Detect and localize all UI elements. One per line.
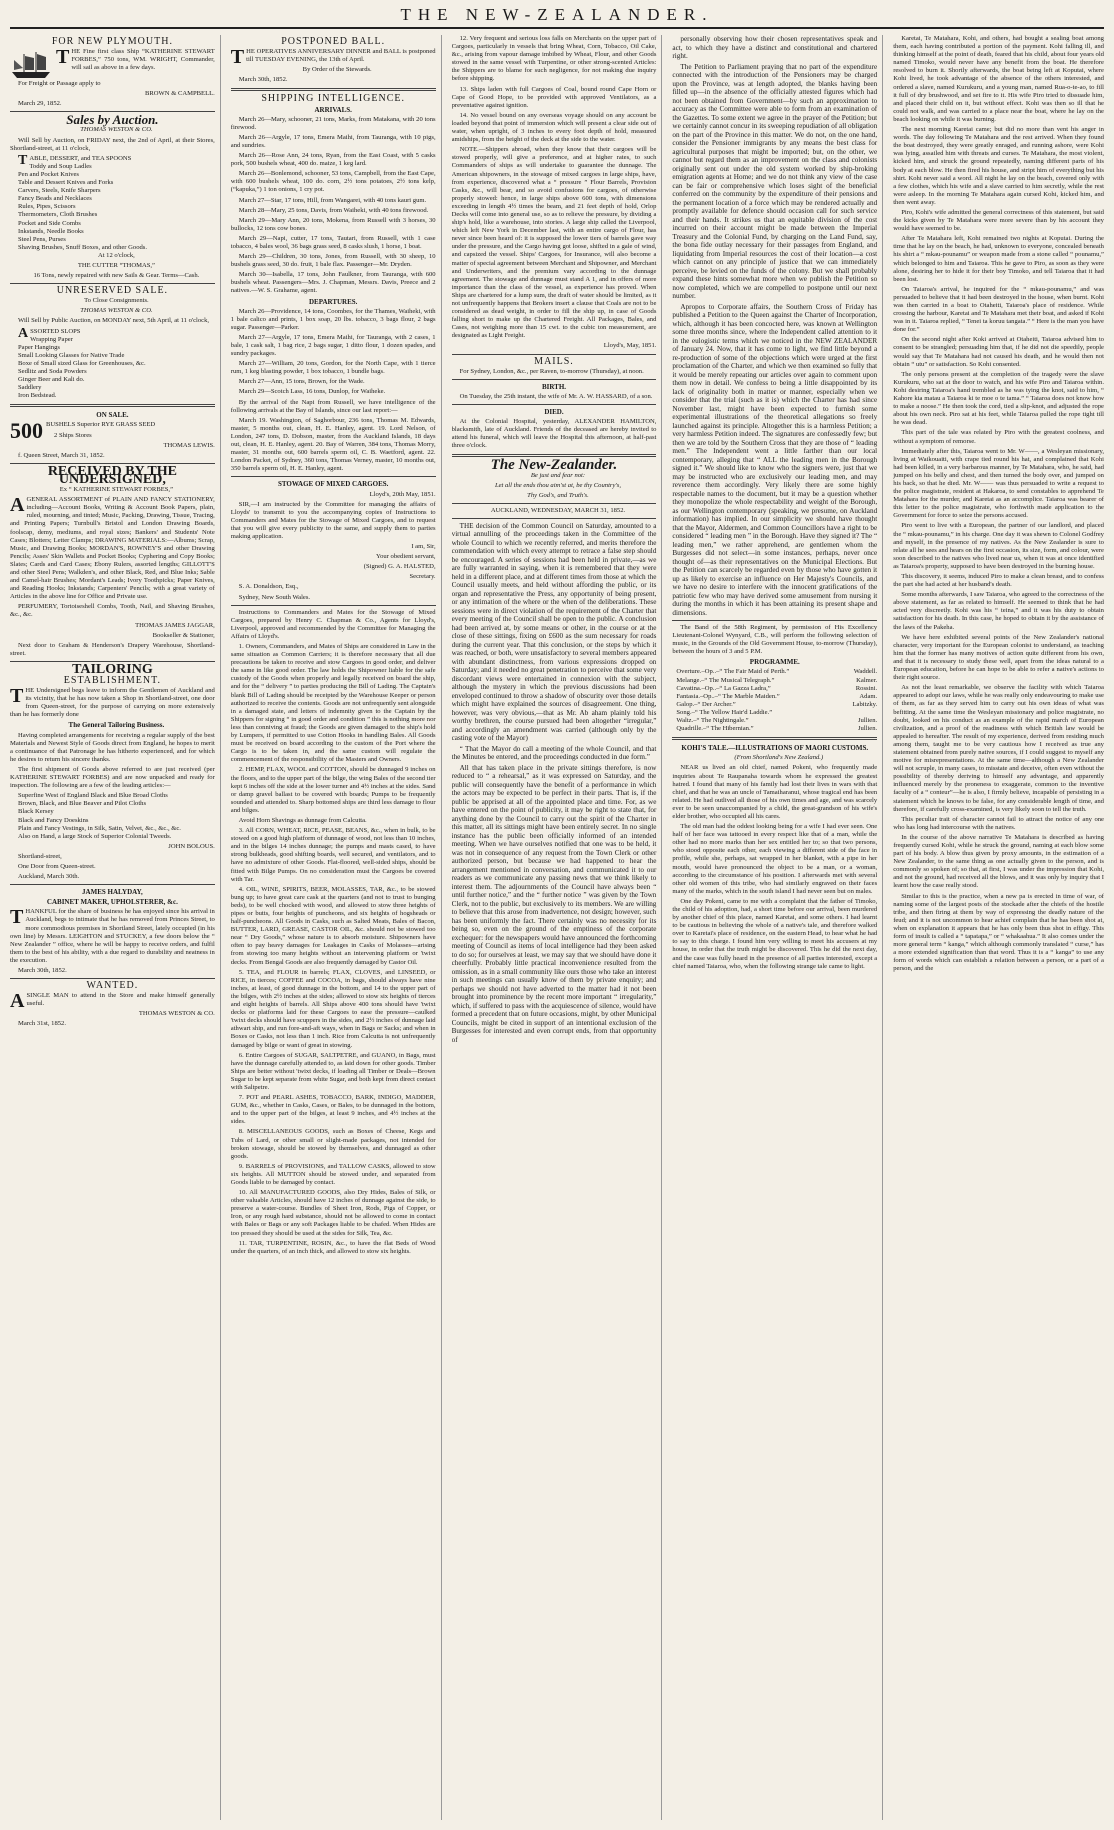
arrival-entry: March 29—Mary Ann, 20 tons, Mokena, from Russell with 3 horses, 30 bullocks, 12 tons cow bones. xyxy=(230,216,436,232)
list-item: Pen and Pocket Knives xyxy=(18,170,79,178)
list-item: Rules, Pipes, Scissors xyxy=(18,203,76,211)
divider xyxy=(10,283,215,284)
instruction-paragraph: Avoid Horn Shavings as dunnage from Calcutta. xyxy=(238,816,367,824)
section-heading: STOWAGE OF MIXED CARGOES. xyxy=(277,480,389,489)
letter-signature: I am, Sir, xyxy=(411,543,436,551)
story-paragraph: Similar to this is the practice, when a new pa is erected in time of war, of naming some of the largest posts of the stockade after the chiefs of the hostile tribe, and then firing at them by way of expressing the deadly nature of the feud; and it is not uncommon to hear achief complain that he has been shot at, when on explanation it appears that he has only been thus shot in effigy. This form of insult is called a “ tapatapa,” or “ whakaahua.” It also comes under the more general term “ kanga,” which although commonly translated “ curse,” has a more extended signification than that word. Thus it is a “ kanga” to use any form of words which can establish a relation between a person, or a part of a person, and the xyxy=(893,892,1104,973)
ad-address: One Door from Queen-street. xyxy=(18,862,96,870)
ad-date: March 30th, 1852. xyxy=(18,967,67,974)
drop-cap: T xyxy=(56,46,70,69)
ship-icon xyxy=(10,50,52,80)
arrival-entry: March 28—Mary, 25 tons, Davis, from Waiheki, with 40 tons firewood. xyxy=(238,206,429,214)
list-item: Paper Hangings xyxy=(18,343,60,351)
ad-body: GENERAL ASSORTMENT of PLAIN AND FANCY STATIONERY, including—Account Books, Writing & Account Book Papers, plain, ruled, mourning, and tinted; Music, Packing, Drawing, Tissue, Tracing, and Printing Papers; Turnbull's Bristol and London Drawing Boards, foolscap, demy, mediums, and royal sizes; Bankers' and Students' Note Cases; Blotters; Letter Clamps; DRAWING MATERIALS:—Albums; Scrap, Music, and Drawing Books; MORDAN'S, ROWNEY'S and other Drawing Pencils; Asses' Skin Wallets and Pocket Books; Cyphering and Copy Books; Slates; Cards and Card Cases; Ebony Rulers, assorted lengths; GILLOTT'S and other Steel Pens; Walkden's, and other Black, Red, and Blue Inks; Sable and Camel-hair Brushes; Mordant's Leads; Ivory Toothpicks; Paper Knives, and Reading Hooks; Inkstands; Carpenters' Pencils; with a great variety of Articles in the above line for Office and Private use. xyxy=(10,496,215,601)
list-item: Plain and Fancy Vestings, in Silk, Satin, Velvet, &c., &c., &c. xyxy=(18,824,181,832)
story-paragraph: The only persons present at the completion of the tragedy were the slave Kurukuru, who sat at the door to watch, and his wife Piro and Taiaroa within. Kohi desiring Taiaroa's hand trembled as he was tying the knot, said to him, “ Kahore kia matau a Taiaroa ki te moe o te tama.” “ Taiaroa does not know how to make a noose.” He then took the cord, tied a slip-knot, and adjusted the rope about his own neck. Piro sat at his feet, while Taiaroa pulled the rope tight till he was dead. xyxy=(893,370,1104,427)
divider xyxy=(672,737,877,740)
ad-body: HANKFUL for the share of business he has enjoyed since his arrival in Auckland, begs to intimate that he has removed from Princes Street, to more commodious premises in Shortland Street, lately occupied (in his own line) by Messrs. LEIGHTON and STUCKEY, a few doors below the “ New Zealander ” office, where he will be happy to receive orders, and fulfil them to the best of his ability, with a due regard to durability and neatness in the execution. xyxy=(10,908,215,964)
instruction-paragraph: 2. HEMP, FLAX, WOOL and COTTON, should be dunnaged 9 inches on the floors, and to the upper part of the bilge, the wing Bales of the second tier kept 6 inches off the side at the lower turner and 4½ inches at the sides. Sand or damp gravel ballast to be covered with boards; Pumps to be frequently sounded and attended to. Sharp bottomed ships are third less damage to flour and bilges. xyxy=(230,766,436,814)
sub-heading: To Close Consignments. xyxy=(84,297,149,305)
ad-signature: THOMAS WESTON & CO. xyxy=(138,1010,215,1018)
list-item: Toddy and Soup Ladles xyxy=(29,162,92,170)
ad-signature: BROWN & CAMPBELL. xyxy=(145,90,215,98)
cutter-name: THE CUTTER “THOMAS,” xyxy=(77,261,155,269)
letter-address: Sydney, New South Wales. xyxy=(238,593,311,601)
section-heading: POSTPONED BALL. xyxy=(281,36,386,47)
divider xyxy=(231,88,436,91)
departure-entry: March 27—William, 20 tons, Gordon, for the North Cape, with 1 tierce rum, 1 keg blasting powder, 1 box tobacco, 1 bundle bags. xyxy=(230,360,436,376)
drop-cap: A xyxy=(10,494,25,517)
ad-body: HE Fine first class Ship “KATHERINE STEWART FORBES,” 750 tons, WM. WRIGHT, Commander, will sail as above in a few days. xyxy=(71,48,215,72)
auction-items xyxy=(10,152,215,252)
list-item: Iron Bedstead. xyxy=(18,392,57,400)
sub-heading: The General Tailoring Business. xyxy=(68,721,165,730)
departure-entry: March 27—Argyle, 17 tons, Emera Maihi, for Tauranga, with 2 cases, 1 bale, 1 cask salt, 1 bag rice, 2 bags sugar, 1 ditto flour, 1 dozen spades, and sundry packages. xyxy=(230,333,436,358)
drop-cap: T xyxy=(230,46,245,69)
sub-heading: ARRIVALS. xyxy=(314,105,352,114)
divider xyxy=(10,884,215,885)
story-paragraph: We have here exhibited several points of the New Zealander's national character, very important for the European colonist to understand, as teaching him that the former has many motives of action quite different from his own, and that it is necessary to study these well, apart from the ideas natural to a European education, before he can hope to be able to refer a native's actions to their right source. xyxy=(893,633,1104,682)
column-5 xyxy=(893,35,1104,1820)
list-item: Cavatina.–Op..–“ La Gazza Ladra,” Rossini. xyxy=(676,684,878,692)
cloth-items xyxy=(10,792,215,832)
section-heading: CABINET MAKER, UPHOLSTERER, &c. xyxy=(46,898,178,907)
instruction-paragraph: Instructions to Commanders and Mates for the Stowage of Mixed Cargoes, prepared by Henry C. Chapman & Co., Agents for Lloyd's, Liverpool, approved and recommended by the Committee for Managing the Affairs of Lloyd's. xyxy=(230,608,436,640)
columns xyxy=(10,35,1104,1820)
letter-paragraph: SIR,—I am instructed by the Committee for managing the affairs of Lloyds' to transmit to you the accompanying copies of Instructions to Commanders and Mates for the Stowage of Mixed Cargoes, and to request that you will give every publicity to the same, and supply them to parties making application. xyxy=(230,500,436,540)
instruction-paragraph: NOTE.—Shippers abroad, when they know that their cargoes will be stowed properly, will give a preference, and at higher rates, to such Commanders of ships as will undertake to guarantee the dunnage. The American shipowners, in the stowage of mixed cargoes in large ships, have, from experience, discovered what a “ pressure ” Flour Barrels, Provision Casks, &c., will bear, and so avoid confusions for cargoes, of otherwise properly stowed: hence, in large ships above 600 tons, with dimensions exceeding in length 4½ times the beam, and 21 feet depth of hold, Orlop Decks will come into general use, so as to relieve the pressure, by dividing a ship's hold, like a warehouse, into stories. A large ship called the Liverpool, which left New York in December last, with an entire cargo of Flour, has never since been heard of: it is supposed the lower tiers of barrels gave way under the pressure, and the Cargo having got loose, shifted in a gale of wind, and capsized the vessel. Ships' Cargoes, for Insurance, will also become a matter of special agreement between Merchant and Shipowner, and Merchant and Underwriters, and the premium vary according to the dunnage agreement. The stowage and dunnage must stand A 1, and in offers of more importance than the class of the vessel, as experience has proved. When Ships are chartered for a lump sum, the draft of water should be limited, as it not unfrequently happens that Brokers insert a clause that Coals are not to be considered as dead weight, in order to fill the ship up, in case of Goods falling short to make up the Chartered Freight. All Packages, Bales, and Cases, not weighing more than 15 cwt. to the cubic ton measurement, are designated as Light Freight. xyxy=(451,146,657,340)
list-item: Inkstands, Needle Books xyxy=(18,227,84,235)
divider xyxy=(452,379,657,380)
section-heading: MAILS. xyxy=(534,355,574,367)
ad-signature: By Order of the Stewards. xyxy=(302,66,372,74)
notice-paragraph: For Sydney, London, &c., per Raven, to-morrow (Thursday), at noon. xyxy=(459,367,644,375)
ad-body: HE OPERATIVES ANNIVERSARY DINNER and BALL is postponed till TUESDAY EVENING, the 13th of April. xyxy=(246,48,436,64)
story-paragraph: The next morning Karetai came; but did no more than vent his anger in words. The day following Te Matahara and the rest arrived. When they found the boat destroyed, they were greatly enraged, and running ashore, were Kohi was lying, assailed him with threats and curses. Te Matahara, the most violent, kicked him, and struck the ground repeatedly, naming different parts of his body at each blow. He then fired his house, and stript him of everything but his shirt. Kohi never said a word. All night he lay on the beach, covered only with a few clothes, which his wife and a slave carried to him secretly, while the rest were asleep. In the morning Te Matahara again cursed Kohi, kicked him, and then went away. xyxy=(893,126,1104,206)
editorial-quote: “ That the Mayor do call a meeting of the whole Council, and that the Minutes be entered, and the proceedings conducted in due form.” xyxy=(451,744,657,762)
drop-cap: T xyxy=(10,906,24,929)
arrival-entry: March 30—Isabella, 17 tons, John Faulkner, from Tauranga, with 600 bushels wheat. Passengers—Mrs. J. Chapman, Messrs. Davis, Preece and 2 natives.—W. S. Grahame, agent. xyxy=(230,271,436,295)
news-paragraph: March 19. Washington, of Saghorbour, 236 tons, Thomas M. Edwards, master, 5 months out, clean, H. E. Hanley, agent. 19. Lord Nelson, of London, 247 tons, D. Dobson, master, from the Auckland Islands, 18 days out, clean, H. E. Hanley, agent. 20. Bay of Warren, 384 tons, Thomas Morry, master, 31 months out, 600 barrels sperm oil, C. B. Waetford, agent. 22. London Packet, of Sydney, 360 tons, Thomas Verney, master, 10 months out, 350 barrels sperm oil, H. E. Hanley, agent. xyxy=(230,416,436,473)
auctioneer-name: THOMAS WESTON & CO. xyxy=(80,307,153,315)
motto-line: Be just and fear not: xyxy=(530,471,586,479)
divider xyxy=(452,503,657,504)
story-paragraph: This discovery, it seems, induced Piro to make a clean breast, and to confess the part she had acted at her husband's death. xyxy=(893,573,1104,589)
column-1 xyxy=(10,35,221,1820)
list-item: Overture.–Op..–“ The Fair Maid of Perth.” Waddell. xyxy=(676,668,878,676)
story-paragraph: Piro went to live with a European, the partner of our landlord, and placed the “ mkau-pounamu,” in his charge. One day it was shewn to Colonel Godfrey and myself, in the presence of my natives. As the New Zealander is sure to relate all he sees and hears on the first occasion, its size, form, and colour, were soon described to the natives who lived near us, when it was at once identified as Taiaroa's property, supposed to have been destroyed in the burning house. xyxy=(893,522,1104,570)
list-item: Quadrille.–“ The Hibernian.” Jullien. xyxy=(676,725,878,733)
letter-signature: Secretary. xyxy=(409,573,436,581)
departure-entry: March 27—Ann, 15 tons, Brown, for the Wade. xyxy=(238,378,365,386)
divider xyxy=(452,518,657,519)
ad-signature: THOMAS LEWIS. xyxy=(163,441,215,449)
editorial-paragraph: personally observing how their chosen representatives speak and act, to which they have a distinct and constitutional and chartered right. xyxy=(672,35,878,60)
masthead: THE NEW-ZEALANDER. xyxy=(400,5,714,24)
divider xyxy=(452,354,657,355)
story-paragraph: Immediately after this, Taiaroa went to Mr. W——, a Wesleyan missionary, living at Waikouaiti, with crape tied round his hat, and complained that Kohi had been killed, in a very barbarous manner, by Te Matahara, who, he said, had jumped on his belly and chest, and then turned the body over, and jumped on his back, so that he died. Mr. W—— was thus persuaded to write a request to the police magistrate, resident at Hakaroa, to send constables to apprehend Te Matahara for the murder, and Karetai as an accomplice. Taiaroa was bearer of this letter to the police magistrate, who forthwith made application to the Government for force to seize the persons accused. xyxy=(893,447,1104,520)
ad-line: PERFUMERY, Tortoiseshell Combs, Tooth, Nail, and Shaving Brushes, &c., &c. xyxy=(10,603,215,619)
list-item: Brown, Black, and Blue Beaver and Pilot Cloths xyxy=(18,800,147,808)
arrival-entry: March 26—Bonlemond, schooner, 53 tons, Campbell, from the East Cape, with 600 bushels wheat, 100 do. corn, 2½ tons potatoes, 2½ tons kelp, (“kapuka,”) 1 ton onions, 1 cry pot. xyxy=(230,170,436,194)
divider xyxy=(672,620,877,621)
section-heading: RECEIVED BY THE UNDERSIGNED, xyxy=(47,463,177,487)
story-paragraph: Karetai, Te Matahara, Kohi, and others, had bought a sealing boat among them, each having contributed a portion of the payment. Kohi falling ill, and thinking himself at the point of death, feared that his child, about four years old named Timoko, would never have any benefit from the boat. He therefore resolved to burn it. Shortly afterwards, the boat being left at Koputai, where Kohi lived, he took advantage of the absence of the others interested, and ordered a slave, named Kurukuru, and a young man, named Rua-o-te-ao, to fill it full of dry brushwood, and set fire to it. His wife Piro tried to dissuade him, and placed their child on it, but without effect. Kohi was then so ill that he could not walk, and was carried to a place near the boat, where he lay on the beach looking on while it was burning. xyxy=(893,35,1104,123)
section-heading: TAILORING xyxy=(72,661,153,677)
list-item: Steel Pens, Purses xyxy=(18,235,66,243)
divider xyxy=(10,978,215,979)
list-item: Pocket and Side Combs xyxy=(18,219,81,227)
band-notice: The Band of the 58th Regiment, by permission of His Excellency Lieutenant-Colonel Wynyard, C.B., will perform the following selection of music, in the Grounds of the Old Government House, to-morrow (Thursday), between the hours of 3 and 5 P.M. xyxy=(672,624,878,656)
list-item: Ginger Beer and Kali do. xyxy=(18,376,85,384)
arrival-entry: March 29—Children, 30 tons, Jones, from Russell, with 30 sheep, 10 bushels grass seed, 30 do. fruit, 1 bale flax. Passenger—Mr. Dryden. xyxy=(230,253,436,269)
story-paragraph: This part of the tale was related by Piro with the greatest coolness, and without a symptom of remorse. xyxy=(893,429,1104,445)
ad-date: March 30th, 1852. xyxy=(238,76,288,84)
column-4 xyxy=(672,35,883,1820)
ad-body: HE Undersigned begs leave to inform the Gentlemen of Auckland and its vicinity, that he has now taken a Shop in Shortland-street, one door from Queen-street, for the purpose of carrying on more extensively than he has formerly done xyxy=(10,687,215,719)
instruction-paragraph: 6. Entire Cargoes of SUGAR, SALTPETRE, and GUANO, in Bags, must have the dunnage carefully attended to, as laid down for other goods. Timber Ships are better without 'twixt decks, if loading all Timber or Deals—Brown Sugar to be kept separate from white Sugar, and both kept from direct contact with Saltpetre. xyxy=(230,1051,436,1091)
story-paragraph: On Taiaroa's arrival, he inquired for the “ mkau-pounamu,” and was persuaded to believe that it had been destroyed in the house, when burnt. Kohi was then carried in a boat to Otaheiti, Taiaroa's place of residence. While crossing the harbour, Karetai and Te Matahara met their boat, and asked if Kohi was in it. Taiaroa replied, “ Tenei ta koruu tangata.” “ Here is the man you have done for.” xyxy=(893,285,1104,334)
source-credit: (From Shortland's New Zealand.) xyxy=(734,754,824,762)
list-item: Fantasia.–Op..–“ The Marble Maiden.” Adam. xyxy=(676,692,878,700)
arrival-entry: March 26—Rose Ann, 24 tons, Ryan, from the East Coast, with 5 casks pork, 500 bushels wheat, 400 do. maize, 1 keg lard. xyxy=(230,152,436,168)
paper-title: The New-Zealander. xyxy=(490,457,618,474)
arrival-entry: March 29—Napi, cutter, 17 tons, Tautari, from Russell, with 1 case tobacco, 4 bales wool, 36 bags grass seed, 8 casks slush, 1 horse, 1 boat. xyxy=(230,234,436,250)
list-item: Galop.–“ Der Archer.” Labitzky. xyxy=(676,700,878,708)
auction-items xyxy=(10,325,215,401)
list-item: TABLE, DESSERT, and TEA SPOONS xyxy=(18,152,132,168)
editorial-paragraph: The Petition to Parliament praying that no part of the expenditure connected with the introduction of the Pensioners may be charged upon the Province, was at length adopted, the blanks having been filled up—in the absence of the officially attested figures which had not been obtained from Government—by such an approximation to accuracy as the Committee were able to form from an examination of the Gazettes. To some extent we agree in the prayer of the Petition; but we certainly cannot concur in its sweeping repudiation of all obligation on the part of the Province in this matter. We do not, on the one hand, consider the Pensioner immigrants by any means the best class for agricultural purposes that might be imported; but, on the other, we cannot but regard them as an improvement on the class and colonists originally sent out under the old system worked by ship-broking emigration agents at Home; and we do not think any view of the case can be fair or comprehensive which loses sight of the beneficial conferred on the community by the expenditure of their pensions and the permanent location of a force which may be rendered actually and promptly available for defence should occasion call for such service and their hands. It strikes us that an equitable division of the cost incurred on their account might be made between the Imperial Treasury and the Colonial Fund, by charging on the Land Fund, say, the bona fide outlay necessary for their passages from England, and liquidating from Imperial resources the cost of their location—a cost which cannot on any principle of justice that we can immediately perceive, be levied on the funds of the colony. But we shall probably expand these hints somewhat more when we publish the Petition so now completed, which we are compelled to postpone until our next number. xyxy=(672,62,878,300)
ad-address: Shortland-street, xyxy=(18,852,62,860)
divider xyxy=(231,605,436,606)
list-item: Table and Dessert Knives and Forks xyxy=(18,179,114,187)
ad-address: Next door to Graham & Henderson's Drapery Warehouse, Shortland-street. xyxy=(10,641,215,657)
list-item: Black and Fancy Doeskins xyxy=(18,816,89,824)
section-heading: JAMES HALYDAY, xyxy=(82,888,143,897)
arrival-entry: March 27—Star, 17 tons, Hill, from Wangarei, with 40 tons kauri gum. xyxy=(238,196,427,204)
instruction-paragraph: 14. No vessel bound on any overseas voyage should on any account be loaded beyond that point of immersion which will present a clear side out of water, when upright, of 3 inches to every foot depth of hold, measured amidships, from the height of the deck at the side to the water. xyxy=(451,111,657,144)
column-3 xyxy=(452,35,663,1820)
drop-cap: T xyxy=(10,685,24,708)
story-paragraph: The old man had the oddest looking being for a wife I had ever seen. One half of her face was tattooed in every respect like that of a man, while the other had no more marks than her sex entitled her to; so that two persons, who stood opposite each other, each viewing a different side of the face in profile, while she, perhaps, sat wrapped in her blanket, with a pipe in her mouth, would have pronounced the object to be a man, or a woman, according to the circumstance of his position. I afterwards met with several other old women of this tribe, who had similarly engraved on their faces many of the marks, which in the south island I had never seen but on males. xyxy=(672,823,878,895)
ad-date: Auckland, March 30th. xyxy=(18,873,80,881)
section-heading: KOHI'S TALE.—ILLUSTRATIONS OF MAORI CUSTOMS. xyxy=(681,744,869,753)
list-item: Boxe of Small sized Glass for Greenhouses, &c. xyxy=(18,359,146,367)
drop-cap: A xyxy=(10,990,25,1013)
masthead-rule xyxy=(10,27,1104,29)
ad-date: March 29, 1852. xyxy=(18,100,62,108)
ad-line: For Freight or Passage apply to xyxy=(18,80,101,88)
editorial-paragraph: THE decision of the Common Council on Saturday, amounted to a virtual annulling of the proceedings taken in the Committee of the whole Council to which we recently referred, and merits therefore the commendation with which every attempt to retrace a false step should be encouraged. A series of sessions had been held in private,—as we are fully warranted in saying, when it is remembered that they were held in a different place, and at different times from those at which the Council usually meets, and held without affording the public, or its organ and representative the Press, any opportunity of being present, or any intimation of the where or the when of the deliberations. These sessions were in direct violation of the requirement of the Charter that every meeting of the Council shall be open to the public. A conclusion had been arrived at, by some means or other, in the course or at the close of these sittings, fixing on £600 as the sum necessary for roads during the current year. That this conclusion, or the steps by which it was reached, or both, were unsatisfactory to several members appeared with abundant distinctness, from various expressions dropped on Saturday; and it needed no great penetration to perceive that some very discordant views were entertained in connexion with the subject, although the mystery in which the previous discussions had been enveloped continued to throw a shadow of obscurity over those details which might have explained the sources of disagreement. One thing, however, was very obvious,—that as Mr. Ab aham plainly told his worthy brethren, the course pursued had been altogether “irregular,” and accordingly an amendment was carried (although only by the casting vote of the Mayor) xyxy=(451,521,657,743)
section-heading: ON SALE. xyxy=(96,411,129,420)
section-heading: SHIPPING INTELLIGENCE. xyxy=(261,93,406,105)
auction-intro: Will Sell by Public Auction, on MONDAY next, 5th April, at 11 o'clock, xyxy=(18,317,210,325)
letter-signature: Lloyd's, May, 1851. xyxy=(603,342,657,350)
ad-date: f. Queen Street, March 31, 1852. xyxy=(18,451,105,459)
motto-line: Thy God's, and Truth's. xyxy=(527,491,589,499)
list-item: Fancy Beads and Necklaces xyxy=(18,195,92,203)
list-item: ASSORTED SLOPS xyxy=(18,325,81,341)
list-item: Melange.–“ The Musical Telegraph.” Kalmer. xyxy=(676,676,878,684)
sub-heading: Ex “ KATHERINE STEWART FORBES,” xyxy=(59,486,173,494)
story-paragraph: NEAR us lived an old chief, named Pokeni, who frequently made inquiries about Te Raupanaha towards whom he expressed the greatest hatred. I found that many of his family had lost their lives in wars with that chief, and that he was an uncle of Tamaiharanui, whose tragical end has been related. He had outlived all those of his own times and age, and was scarcely ever to be seen unaccompanied by a child, the great-grandson of his wife's elder brother, who occupied all his cares. xyxy=(672,764,878,820)
section-heading: PROGRAMME. xyxy=(749,658,800,667)
auction-time: At 12 o'clock, xyxy=(97,251,135,259)
ad-paragraph: Having completed arrangements for receiving a regular supply of the best Materials and Newest Style of Goods direct from England, he hopes to merit a continuance of that Patronage he has hitherto experienced, and for which he desires to return his sincere thanks. xyxy=(10,731,215,763)
ad-signature: Bookseller & Stationer, xyxy=(152,631,215,639)
sale-line: 2 Ships Stores xyxy=(54,431,92,439)
list-item: Black Kersey xyxy=(18,808,54,816)
dateline: AUCKLAND, WEDNESDAY, MARCH 31, 1852. xyxy=(490,506,626,514)
arrival-entry: March 26—Mary, schooner, 21 tons, Marks, from Matakana, with 20 tons firewood. xyxy=(230,115,436,131)
instruction-paragraph: 4. OIL, WINE, SPIRITS, BEER, MOLASSES, TAR, &c., to be stowed bung up; to have great care cask at the quarters (and not to trust to bunging beds), to be well chocked with wood, and allowed to stow three heights of pipes or butts, four heights of puncheons, and six heights of hogsheads or half-puncheons. All Goods in Casks, such as Salted Meats, Bales of Bacon, BUTTER, LARD, GREASE, CASTOR OIL, &c. should not be stowed too near “ Dry Goods,” whose nature is to absorb moisture. Shipowners have often to pay heavy damages for Leakages in Casks of Molasses—arising from stowing too many heights without an intervening platform or 'twixt decks. From Bengal Goods are also frequently damaged by Castor Oil. xyxy=(230,885,436,966)
instruction-paragraph: 12. Very frequent and serious loss falls on Merchants on the upper part of Cargoes, particularly in vessels that bring Wheat, Corn, Tobacco, Oil Cake, &c., arising from vapour damage imbibed by Wheat, Flour, and other Goods stowed in the same vessel with Turpentine, or other strong-scented Articles: the Shippers are to blame for such negligence, for not making due inquiry before shipping. xyxy=(451,35,657,83)
story-paragraph: In the course of the above narrative Te Matahara is described as having frequently cursed Kohi, while he struck the ground, naming at each blow some part of his body. A blow thus given by proxy amounts, in the estimation of a New Zealander, to the same thing as one actually given to the person, and is commonly so spoken of; so that, at first, I was under the impression that Kohi, and not the ground, had received all the blows, and it was only by inquiry that I learnt how the case really stood. xyxy=(893,833,1104,890)
instruction-paragraph: 11. TAR, TURPENTINE, ROSIN, &c., to have the flat Beds of Wood under the quarters, of an inch thick, and allowed to stow six heights. xyxy=(230,1239,436,1255)
letter-place: Lloyd's, 20th May, 1851. xyxy=(369,490,436,498)
editorial-paragraph: All that has taken place in the private sittings therefore, is now reduced to “ a rehearsal,” as it was expressed on Saturday, and the public will consequently have the benefit of a performance in which the actors may be expected to be perfect in their parts. That is, if the public be apprised at all of the appointed place and time. For, as we have entered on the point of publicity, it may be right to state that, for anything done by the Council to carry out the spirit of the Charter in this matter, all its sittings might have been entirely secret. In no single instance has the public been officially informed of an intended meeting. When we have ourselves notified that one was to be held, it was not in consequence of any request from the Town Clerk or other authorized person, but because we had happened to hear the arrangement mentioned in conversation, and communicated it to our readers as we communicate any passing news that we think likely to interest them. The adjournments of the Council have always been “ until further notice,” and the “ further notice ” was given by the Town Clerk, not to the public, but exclusively to its members. We are willing to believe that this arose from inadvertence, not design; however, such has been uniformly the fact. There certainly was no necessity for its being so, even on the ground of the emptiness of the corporate exchequer: for the newspapers would have announced the forthcoming meeting of Council as items of local intelligence had they been asked to do so; for ourselves at least, we may say that we should have done it cheerfully. Probably little practical inconvenience resulted from the omission, as in a small community like ours those who take an interest in such meetings can usually know of them by private enquiry; and perhaps we should not have adverted to the matter had it not been brought into prominence by the recent more important “ irregularity,” which, if suffered to pass with the acquiescence of silence, would have formed a precedent that on future occasions, might, by other Municipal Councils, might be cited in support of an intentional exclusion of the Burgesses for interested and even corrupt ends, from that opportunity of xyxy=(451,763,657,1044)
instruction-paragraph: 1. Owners, Commanders, and Mates of Ships are considered in Law in the same situation as Common Carriers; it is therefore necessary that all due precautions be taken to receive and stow Cargoes in good order, and deliver the same in like good order. The law holds the Shipowner liable for the safe custody of the Goods when properly and legally received on board the ship, and for the “ delivery ” to parties producing the Bill of Lading. The Captain's blank Bill of Lading should be receipted by the Warehouse Keeper or person authorized to receive the contents. Goods are not unfrequently sent alongside in a damaged state, and letters of indemnity given to the Captain by the Shippers for signing “ in good order and condition ” this is nothing more nor less than conniving at fraud; the Goods are given damaged to the ship's hold by Lumpers, if permitted to use Cotton Hooks in handling Bales. All Goods must be received on board according to the custom of the Port where the Cargo is to be taken in, and the same custom will regulate the commencement of the responsibility of the Masters and Owners. xyxy=(230,643,436,764)
instruction-paragraph: 10. All MANUFACTURED GOODS, also Dry Hides, Bales of Silk, or other valuable Articles, should have 12 inches of dunnage against the side, to preserve a water-course. Bundles of Sheet Iron, Rods, Pigs of Copper, or Iron, or any rough hard substance, should not be allowed to come in contact with Bales or Bags or any soft Packages liable to be chafed. When Hides are too pressed they should be used at the sides for Silk, Tea, &c. xyxy=(230,1189,436,1237)
ad-signature: THOMAS JAMES JAGGAR, xyxy=(135,621,215,629)
auctioneer-name: THOMAS WESTON & CO. xyxy=(80,126,153,134)
list-item: Small Looking Glasses for Native Trade xyxy=(18,351,125,359)
ad-heading: FOR NEW PLYMOUTH. xyxy=(51,36,173,47)
ad-body: SINGLE MAN to attend in the Store and make himself generally useful. xyxy=(26,992,215,1008)
section-heading: ESTABLISHMENT. xyxy=(63,675,161,686)
story-paragraph: Piro, Kohi's wife admitted the general correctness of this statement, but said the kicks given by Te Matahara were more severe than by his account they would have seemed to be. xyxy=(893,208,1104,233)
story-paragraph: Some months afterwards, I saw Taiaroa, who agreed to the correctness of the above statement, as far as related to himself. He seemed to think that he had acted very discreetly. Kohi was his “ teina,” and it was his duty to obtain satisfaction for his death. In this case, he hoped to obtain it by the assistance of the laws of the Pakeha. xyxy=(893,591,1104,631)
editorial-paragraph: Apropos to Corporate affairs, the Southern Cross of Friday has published a Petition to the Queen against the Charter of Incorporation, which, although it has been concocted here, was known at Wellington some three months since, where the Independent called attention to it in the eulogistic terms which we noticed in the NEW ZEALANDER of January 24. Now, that it has come to light, we find little beyond a re-production of some of the objections which were urged at the first proclamation of the Charter, and which we then examined so fully that it would be merely repeating our articles over again to comment upon them now in detail. We confess to being a little disappointed by its lack of originality both in matter or manner, especially when we consider that the trial (such as it is) which the Charter has had since November last, might have been expected to furnish some experimental illustrations of the theoretical allegations so freely launched against its principle. Altogether this is a harmless Petition; a very harmless Petition indeed. The signatures are confessedly few; but then we are told by the Southern Cross that they are those of “ leading men.” The Independent went a little farther than our local contemporary, alleging that “ ALL the leading men in the Borough signed it.” We should like to know who the signers were, just that we may be instructed who are exclusively our leading men, and may reverence them accordingly. Very likely there are some highly respectable names to the document, but it may be a question whether they monopolize the whole respectability and weight of the Borough, as our Wellington contemporary (speaking, we presume, on Auckland information) has implied. In our simplicity we should have thought that the Mayor, Aldermen, and Common Councillors have a right to be considered “ leading men ” in the Borough. Have they signed it? The “ leading men,” we rather apprehend, are gentlemen whom the Burgesses did not select—in some instances, perhaps, never once thought of—as their representatives on the Municipal Elections. But the Petition can scarcely be regarded even by those who have gotten it up as likely to exercise an influence on Her Majesty's Councils, and we have no desire to interfere with the innocent gratifications of the patriotic few who may have derived some amusement from nursing it during the months in which it has been attaining its present shape and dimensions. xyxy=(672,302,878,617)
list-item: Thermometers, Cloth Brushes xyxy=(18,211,98,219)
auction-intro: Will Sell by Auction, on FRIDAY next, the 2nd of April, at their Stores, Shortland-street, at 11 o'clock, xyxy=(10,136,215,152)
list-item: Superfine West of England Black and Blue Broad Cloths xyxy=(18,792,168,800)
letter-signature: (Signed) G. A. HALSTED, xyxy=(363,563,436,571)
departure-entry: March 26—Providence, 14 tons, Coombes, for the Thames, Waiheki, with 1 bale calico and prints, 1 box soap, 20 lbs. tobacco, 3 bags flour, 2 bags sugar. Passenger—Parker. xyxy=(230,307,436,331)
departure-entry: March 29—Scotch Lass, 16 tons, Dunlop, for Waiheke. xyxy=(238,388,386,396)
story-paragraph: As not the least remarkable, we observe the facility with which Taiaroa appeared to adopt our laws, while he was really only endeavouring to make use of them, as far as they served him to carry out his own ideas of what was befitting. At the same time the Wesleyan missionary and police magistrate, no doubt, looked on his conduct as an example of the rapid march of European civilization, and a proof of the readiness with which British law would be appealed to hereafter. The result of my experience, derived from residing much among them, taught me to be very cautious how I received as true any statement obtained from purely native sources, if I could suggest to myself any motive for misrepresentations. At the same time—although a New Zealander will not scruple, in many cases, to misstate and deceive, often even without the possibility of thereby deriving to himself any advantage, and apparently influenced merely by the proneness to exaggerate, common to the inventive faculty of a “ conteur”—he is also, I firmly believe, incapable of persisting in a statement which he knows to be false, for any considerable length of time, and therefore, if carefully cross-examined, is very likely soon to tell the truth. xyxy=(893,684,1104,813)
instruction-paragraph: 3. All CORN, WHEAT, RICE, PEASE, BEANS, &c., when in bulk, to be stowed on a good high platform of dunnage of wood, not less than 10 inches, and in the bilges 14 inches dunnage; the pumps and masts cased, to have strong bulkheads, good shifting boards, well secured, and ventilators, and to have no admixture of other Goods. Flat-floored, well-sided ships, should be fitted with Bilge Pumps. On no consideration must the Cargoes be covered with Tar. xyxy=(230,827,436,883)
news-paragraph: By the arrival of the Napi from Russell, we have intelligence of the following arrivals at the Bay of Islands, since our last report:— xyxy=(230,398,436,414)
ad-signature: JOHN BOLOUS. xyxy=(168,842,215,850)
section-heading: BIRTH. xyxy=(541,382,567,391)
list-item: Shaving Brushes, Snuff Boxes, and other Goods. xyxy=(18,243,147,251)
motto-line: Let all the ends thou aim'st at, be thy Country's, xyxy=(494,481,622,489)
divider xyxy=(452,404,657,405)
story-paragraph: On the second night after Koki arrived at Otaheiti, Taiaroa advised him to consent to be strangled; persuading him that, if he did not die speedily, people would say that Te Matahara had not caused his death, and he would then not obtain “ utu” or satisfaction. So Kohi consented. xyxy=(893,336,1104,368)
story-paragraph: One day Pokeni, came to me with a complaint that the father of Timoko, the child of his adoption, had, a short time before our arrival, been murdered by another chief of this place, named Karetai, and some others. I had learnt to be cautious in believing the whole of a native's tale, and therefore walked over to Karetai's place of residence, on the eastern Head, to hear what he had to say to this charge. I found him very willing to meet his accusers at my house, in order that the truth might be discovered. This he did the next day, and the case was fully heard in the presence of all parties interested, except a chief named Taiaroa, who, when the following strange tale came to light. xyxy=(672,897,878,970)
sub-heading: DEPARTURES. xyxy=(308,297,358,306)
quantity: 500 xyxy=(10,418,43,444)
arrival-entry: March 26—Argyle, 17 tons, Emera Maihi, from Tauranga, with 10 pigs, and sundries. xyxy=(230,133,436,149)
letter-signature: Your obedient servant, xyxy=(376,553,436,561)
notice-paragraph: At the Colonial Hospital, yesterday, ALEXANDER HAMILTON, blacksmith, late of Auckland. Friends of the deceased are hereby invited to attend his funeral, which will leave the Hospital this afternoon, at half-past three o'clock. xyxy=(451,418,657,450)
list-item: Wrapping Paper xyxy=(30,335,73,343)
ad-paragraph: The first shipment of Goods above referred to are just received (per KATHERINE STEWART FORBES) and are now unpacked and ready for inspection. The following are a few of the leading articles:— xyxy=(10,765,215,790)
instruction-paragraph: 5. TEA, and FLOUR in barrels; FLAX, CLOVES, and LINSEED, or RICE, in tierces; COFFEE and COCOA, in bags, should always have nine inches, at least, of good dunnage in the bottom, and 14 to the upper part of the bilges, with 2½ inches at the sides; allowed to stow six heights of tierces and eight heights of barrels. All Ships above 400 tons should have 'twixt decks or platforms laid for these Cargoes to ease the pressure—caulked 'twixt decks should have scuppers in the sides, and 2½ inches of dunnage laid athwart ship, and run fore-and-aft ways, when in Bags or Sacks; and when in Boxes or Casks, not less than 1 inch. Rice from Calcutta is not unfrequently damaged by bilge or want of great in stowing. xyxy=(230,968,436,1049)
list-item: Carvers, Steels, Knife Sharpers xyxy=(18,187,101,195)
notice-paragraph: On Tuesday, the 25th instant, the wife of Mr. A. W. HASSARD, of a son. xyxy=(459,392,653,400)
section-heading: WANTED. xyxy=(86,980,139,992)
divider xyxy=(10,404,215,407)
sale-line: BUSHELS Superior RYE GRASS SEED xyxy=(46,421,156,429)
ad-date: March 31st, 1852. xyxy=(18,1020,66,1028)
instruction-paragraph: 8. MISCELLANEOUS GOODS, such as Boxes of Cheese, Kegs and Tubs of Lard, or other small or slight-made packages, not intended for broken stowage, should be stowed by themselves, and dunnaged as other goods. xyxy=(230,1128,436,1160)
column-2 xyxy=(231,35,442,1820)
section-heading: Sales by Auction. xyxy=(66,112,159,128)
divider xyxy=(231,476,436,477)
cutter-line: 16 Tons, newly repaired with new Sails & Gear. Terms—Cash. xyxy=(33,272,200,280)
section-heading: UNRESERVED SALE. xyxy=(56,285,169,297)
story-paragraph: This peculiar trait of character cannot fail to attract the notice of any one who has long had intercourse with the natives. xyxy=(893,815,1104,831)
programme-list xyxy=(672,668,877,733)
instruction-paragraph: 9. BARRELS of PROVISIONS, and TALLOW CASKS, allowed to stow six heights. All MUTTON should be stowed under, and separated from Goods liable to be damaged by contact. xyxy=(230,1162,436,1186)
list-item: Waltz.–“ The Nightingale.” Jullien. xyxy=(676,717,878,725)
list-item: Saddlery xyxy=(18,384,42,392)
ad-paragraph: Also on Hand, a large Stock of Superior Colonial Tweeds. xyxy=(18,832,172,840)
instruction-paragraph: 7. POT and PEARL ASHES, TOBACCO, BARK, INDIGO, MADDER, GUM, &c., whether in Casks, Cases, or Bales, to be dunnaged in the bottom, and to the upper part of the bilges, at least 9 inches, and 4½ inches at the sides. xyxy=(230,1094,436,1126)
letter-address: S. A. Donaldson, Esq., xyxy=(238,583,299,591)
story-paragraph: After Te Matahara left, Kohi remained two nights at Koputai. During the time that he lay on the beach, he had, unknown to everyone, concealed beneath his shirt a “ mkau-pounamu” or weapon made from a stone called “ pounamu,” which belonged to him and Taiaroa. This he gave to Piro, as soon as they were alone, desiring her to hide it for their boy Timoko, and tell Taiaroa that it had been lost. xyxy=(893,235,1104,283)
instruction-paragraph: 13. Ships laden with full Cargoes of Coal, bound round Cape Horn or Cape of Good Hope, to be provided with approved Ventilators, as a preventative against ignition. xyxy=(451,85,657,109)
list-item: Song.–“ The Yellow Hair'd Laddie.” xyxy=(676,708,773,716)
list-item: Sedlitz and Soda Powders xyxy=(18,368,87,375)
section-heading: DIED. xyxy=(544,407,564,416)
